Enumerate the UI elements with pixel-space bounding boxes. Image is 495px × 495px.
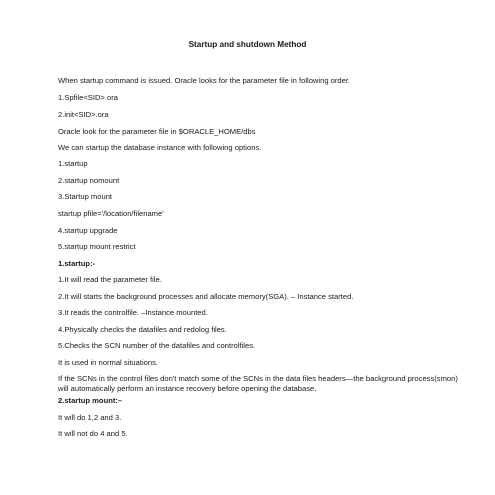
paragraph-line: Oracle look for the parameter file in $ORACLE_HOME/dbs (58, 127, 256, 136)
section-heading: 1.startup:- (58, 259, 96, 268)
paragraph-line: 3.Startup mount (58, 192, 113, 201)
paragraph-line: We can startup the database instance with following options. (58, 143, 262, 152)
paragraph-line: 2.It will starts the background processes and allocate memory(SGA). – Instance started. (58, 292, 354, 301)
paragraph-line: 1.Spfile<SID>.ora (58, 93, 118, 102)
paragraph-line: It will do 1,2 and 3. (58, 413, 122, 422)
paragraph-line: 1.It will read the parameter file. (58, 275, 162, 284)
paragraph-line: 5.Checks the SCN number of the datafiles and controlfiles. (58, 341, 256, 350)
paragraph-line: It will not do 4 and 5. (58, 429, 128, 438)
paragraph-line: 2.init<SID>.ora (58, 110, 109, 119)
paragraph-line: It is used in normal situations. (58, 358, 159, 367)
section-heading: 2.startup mount:– (58, 396, 123, 405)
paragraph-line: 4.startup upgrade (58, 226, 118, 235)
paragraph-line: 2.startup nomount (58, 176, 120, 185)
paragraph-line: 5.startup mount restrict (58, 242, 136, 251)
paragraph-line: 4.Physically checks the datafiles and redolog files. (58, 325, 227, 334)
paragraph-line: If the SCNs in the control files don't match some of the SCNs in the data files headers—the background process(smon) will automatically perform an instance recovery before opening the database. (58, 374, 458, 393)
paragraph-line: 1.startup (58, 159, 88, 168)
paragraph-line: When startup command is issued. Oracle looks for the parameter file in following order. (58, 76, 351, 85)
paragraph-line: startup pfile='/location/filename' (58, 209, 164, 218)
document-title: Startup and shutdown Method (188, 40, 307, 49)
paragraph-line: 3.It reads the controlfile. –Instance mounted. (58, 308, 208, 317)
